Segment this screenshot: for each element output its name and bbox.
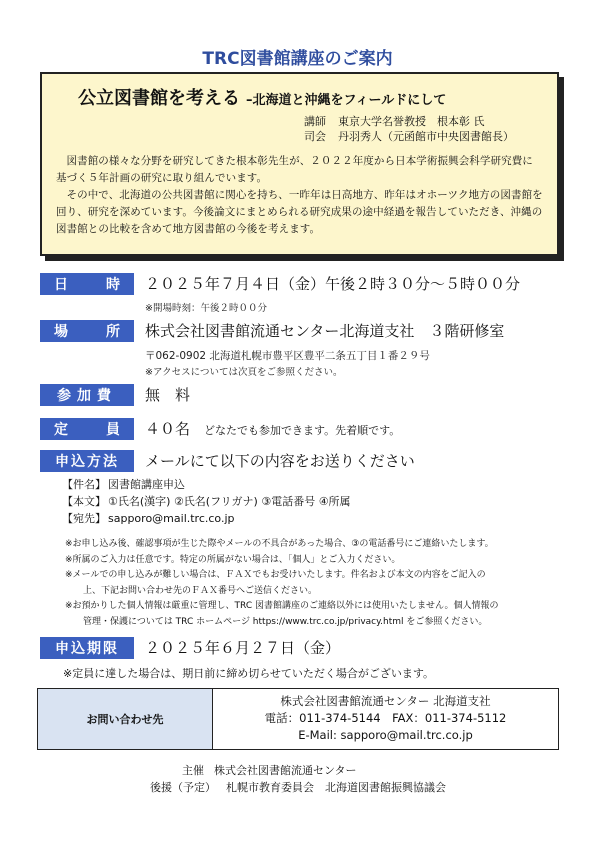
apply-body-value: ①氏名(漢字) ②氏名(フリガナ) ③電話番号 ④所属 (108, 495, 351, 508)
datetime-label-a: 日 (54, 277, 68, 293)
footer-host-value: 株式会社図書館流通センター (214, 764, 357, 777)
apply-notes (65, 537, 545, 630)
footer-host-key: 主催 (182, 764, 204, 777)
datetime-label-b: 時 (106, 277, 120, 293)
moderator-line (304, 129, 543, 144)
contact-label: お問い合わせ先 (38, 689, 213, 749)
footer-host (0, 762, 595, 779)
apply-to-key: 【宛先】 (62, 512, 106, 525)
capacity-value-line (145, 418, 400, 442)
footer-support-key: 後援（予定） (150, 781, 216, 794)
capacity-row (40, 418, 560, 440)
contact-box (37, 688, 559, 750)
note-2: ※所属のご入力は任意です。特定の所属がない場合は、「個人」とご入力ください。 (65, 554, 401, 565)
lecture-subtitle: –北海道と沖縄をフィールドにして (246, 93, 447, 108)
note-4-cont: 管理・保護については TRC ホームページ https://www.trc.co.jp/privacy.html をご参照ください。 (83, 616, 488, 627)
contact-tel-fax: 電話：011-374-5144 FAX：011-374-5112 (264, 711, 507, 725)
lecture-box (40, 72, 559, 256)
fee-value: 無 料 (145, 386, 191, 404)
deadline-note: ※定員に達した場合は、期日前に締め切らせていただく場合がございます。 (63, 667, 435, 680)
venue-access-note: ※アクセスについては次頁をご参照ください。 (145, 367, 343, 378)
apply-subject-key: 【件名】 (62, 478, 106, 491)
capacity-label-b: 員 (106, 422, 120, 438)
capacity-note: どなたでも参加できます。先着順です。 (204, 424, 401, 437)
apply-email[interactable]: sapporo@mail.trc.co.jp (108, 512, 235, 525)
apply-to (62, 510, 353, 527)
venue-label-a: 場 (54, 324, 68, 340)
lecture-description-2: その中で、北海道の公共図書館に関心を持ち、一昨年は日高地方、昨年はオホーツク地方の図書館を回り、研究を深めています。今後論文にまとめられる研究成果の途中経過を報告していただき、沖縄の図書館との比較を含めて地方図書館の今後を考えます。 (56, 189, 543, 235)
note-4: ※お預かりした個人情報は厳重に管理し、TRC 図書館講座のご連絡以外には使用いたしません。個人情報の (65, 601, 499, 611)
footer-support (0, 779, 595, 796)
venue-address: 〒062-0902 北海道札幌市豊平区豊平二条五丁目１番２９号 (145, 350, 430, 362)
datetime-label (40, 273, 134, 295)
datetime-note: ※開場時刻：午後２時００分 (145, 303, 267, 314)
deadline-value: ２０２５年６月２７日（金） (145, 639, 341, 657)
lecture-title-line (78, 84, 543, 110)
fee-row (40, 384, 560, 406)
apply-value: メールにて以下の内容をお送りください (145, 452, 415, 470)
deadline-row (40, 637, 560, 659)
footer-support-value: 札幌市教育委員会 北海道図書館振興協議会 (226, 781, 446, 794)
apply-subject-value: 図書館講座申込 (108, 478, 185, 491)
apply-row (40, 450, 560, 472)
contact-body (213, 689, 558, 749)
fee-label: 参加費 (40, 384, 134, 406)
lecture-title: 公立図書館を考える (78, 88, 240, 109)
venue-label (40, 320, 134, 342)
note-3: ※メールでの申し込みが難しい場合は、ＦＡＸでもお受けいたします。件名および本文の内容をご記入の (65, 570, 486, 580)
datetime-value: ２０２５年７月４日（金）午後２時３０分～５時００分 (145, 275, 521, 293)
apply-body (62, 493, 353, 510)
note-3-cont: 上、下記お問い合わせ先のＦＡＸ番号へご送信ください。 (83, 585, 318, 596)
lecture-description-1: 図書館の様々な分野を研究してきた根本彰先生が、２０２２年度から日本学術振興会科学研究費に基づく５年計画の研究に取り組んでいます。 (56, 155, 533, 184)
capacity-label-a: 定 (54, 422, 68, 438)
page-title: TRC図書館講座のご案内 (202, 49, 393, 69)
contact-email[interactable]: E-Mail: sapporo@mail.trc.co.jp (298, 728, 473, 742)
moderator-role: 司会 (304, 130, 326, 143)
capacity-value: ４０名 (145, 420, 191, 438)
lecturer-role: 講師 (304, 115, 326, 128)
venue-label-b: 所 (106, 324, 120, 340)
apply-label: 申込方法 (40, 450, 134, 472)
datetime-row (40, 273, 560, 295)
lecturer-line (304, 114, 543, 129)
moderator-name: 丹羽秀人（元函館市中央図書館長） (338, 130, 514, 143)
apply-body-key: 【本文】 (62, 495, 106, 508)
contact-org: 株式会社図書館流通センター 北海道支社 (280, 694, 491, 708)
note-1: ※お申し込み後、確認事項が生じた際やメールの不具合があった場合、③の電話番号にご連絡いたします。 (65, 539, 494, 549)
apply-details (62, 476, 353, 527)
deadline-label: 申込期限 (40, 637, 134, 659)
apply-subject (62, 476, 353, 493)
lecturer-name: 東京大学名誉教授 根本彰 氏 (338, 115, 485, 128)
footer (0, 762, 595, 796)
venue-row (40, 320, 560, 342)
capacity-label (40, 418, 134, 440)
venue-value: 株式会社図書館流通センター北海道支社 ３階研修室 (145, 322, 505, 340)
